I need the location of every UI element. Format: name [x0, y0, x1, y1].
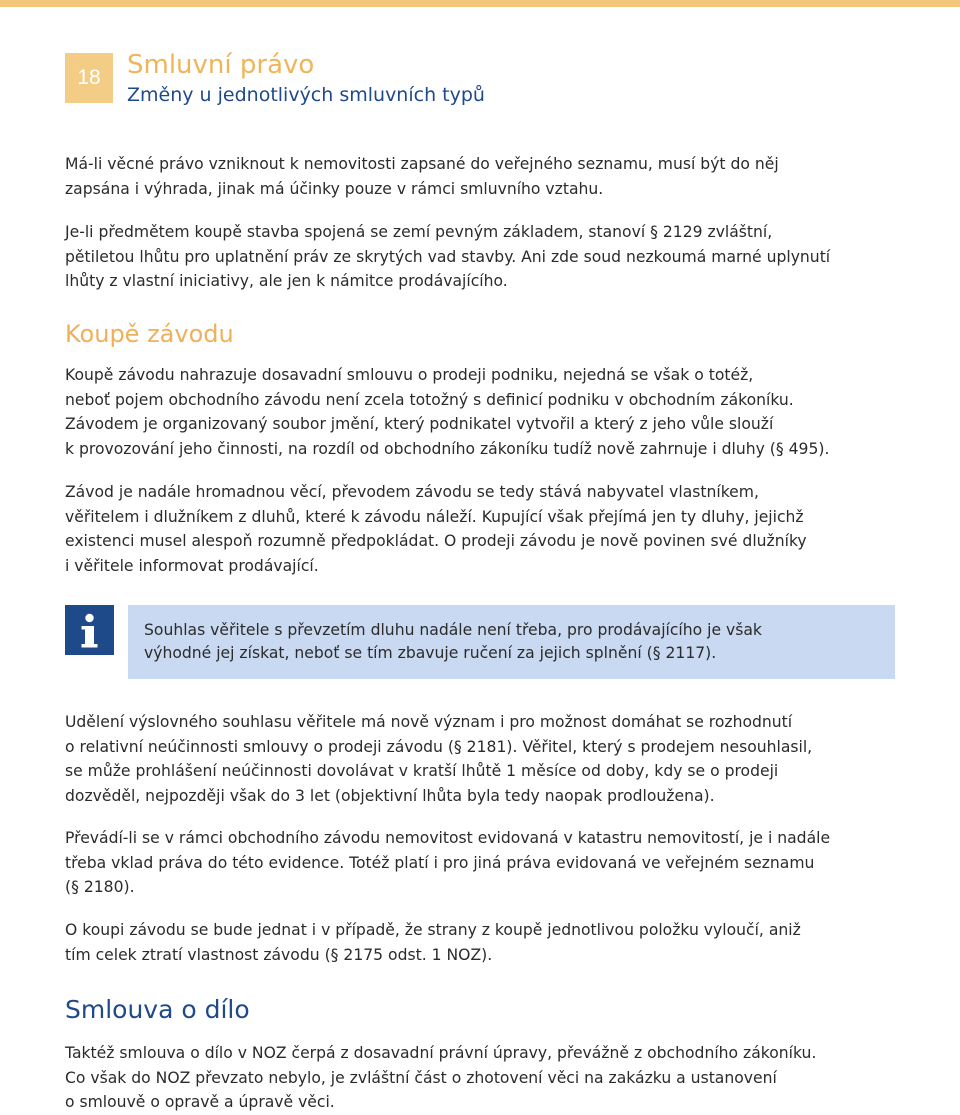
text-line: zapsána i výhrada, jinak má účinky pouze v rámci smluvního vztahu. [65, 179, 604, 198]
text-line: Převádí-li se v rámci obchodního závodu nemovitost evidovaná v katastru nemovitostí, je i nadále [65, 829, 831, 847]
text-line: Taktéž smlouva o dílo v NOZ čerpá z dosavadní právní úpravy, převážně z obchodního zákoníku. [65, 1044, 817, 1062]
section-heading-smlouva-o-dilo: Smlouva o dílo [65, 995, 250, 1024]
text-line: dozvěděl, nejpozději však do 3 let (objektivní lhůta byla tedy naopak prodloužena). [65, 786, 715, 805]
info-callout-text [144, 619, 762, 665]
text-line: Má-li věcné právo vzniknout k nemovitosti zapsané do veřejného seznamu, musí být do něj [65, 155, 779, 173]
text-line: Závodem je organizovaný soubor jmění, který podnikatel vytvořil a který z jeho vůle slouží [65, 415, 774, 433]
text-line: Je-li předmětem koupě stavba spojená se zemí pevným základem, stanoví § 2129 zvláštní, [65, 223, 773, 241]
intro-paragraph-1 [65, 152, 945, 201]
text-line: věřitelem i dlužníkem z dluhů, které k závodu náleží. Kupující však přejímá jen ty dluhy, jejichž [65, 507, 804, 526]
text-line: tím celek ztratí vlastnost závodu (§ 2175 odst. 1 NOZ). [65, 945, 493, 964]
text-line: třeba vklad práva do této evidence. Totéž platí i pro jiná práva evidovaná ve veřejném seznamu [65, 853, 815, 872]
chapter-subtitle: Změny u jednotlivých smluvních typů [127, 84, 485, 106]
text-line: existenci musel alespoň rozumně předpokládat. O prodeji závodu je nově povinen své dlužníky [65, 532, 807, 550]
text-line: i věřitele informovat prodávající. [65, 556, 319, 575]
text-line: o smlouvě o opravě a úpravě věci. [65, 1093, 335, 1111]
text-line: neboť pojem obchodního závodu není zcela totožný s definicí podniku v obchodním zákoníku. [65, 390, 794, 409]
text-line: Souhlas věřitele s převzetím dluhu nadále není třeba, pro prodávajícího je však [144, 621, 762, 639]
top-accent-rule [0, 0, 960, 7]
after-info-paragraph-1 [65, 710, 945, 808]
text-line: výhodné jej získat, neboť se tím zbavuje ručení za jejich splnění (§ 2117). [144, 644, 717, 662]
chapter-title: Smluvní právo [127, 50, 315, 80]
after-info-paragraph-3 [65, 918, 945, 967]
text-line: (§ 2180). [65, 878, 135, 896]
text-line: o relativní neúčinnosti smlouvy o prodeji závodu (§ 2181). Věřitel, který s prodejem nesouhlasil, [65, 737, 813, 756]
text-line: Závod je nadále hromadnou věcí, převodem závodu se tedy stává nabyvatel vlastníkem, [65, 483, 759, 501]
section-heading-koupe-zavodu: Koupě závodu [65, 320, 234, 348]
intro-paragraph-2 [65, 220, 945, 294]
after-info-paragraph-2 [65, 826, 945, 900]
text-line: Udělení výslovného souhlasu věřitele má nově význam i pro možnost domáhat se rozhodnutí [65, 713, 793, 731]
info-icon [65, 605, 114, 655]
text-line: se může prohlášení neúčinnosti dovolávat v kratší lhůtě 1 měsíce od doby, kdy se o prodeji [65, 762, 779, 780]
text-line: k provozování jeho činnosti, na rozdíl od obchodního zákoníku tudíž nově zahrnuje i dluhy (§ 495). [65, 439, 830, 458]
page-number-badge: 18 [65, 53, 113, 103]
dilo-paragraph-1 [65, 1041, 945, 1115]
text-line: pětiletou lhůtu pro uplatnění práv ze skrytých vad stavby. Ani zde soud nezkoumá marné uplynutí [65, 247, 831, 266]
text-line: O koupi závodu se bude jednat i v případě, že strany z koupě jednotlivou položku vyloučí, aniž [65, 921, 801, 939]
info-callout-box [128, 605, 895, 679]
text-line: lhůty z vlastní iniciativy, ale jen k námitce prodávajícího. [65, 272, 508, 290]
text-line: Koupě závodu nahrazuje dosavadní smlouvu o prodeji podniku, nejedná se však o totéž, [65, 366, 754, 384]
text-line: Co však do NOZ převzato nebylo, je zvláštní část o zhotovení věci na zakázku a ustanovení [65, 1068, 777, 1087]
koupe-paragraph-2 [65, 480, 945, 578]
koupe-paragraph-1 [65, 363, 945, 461]
